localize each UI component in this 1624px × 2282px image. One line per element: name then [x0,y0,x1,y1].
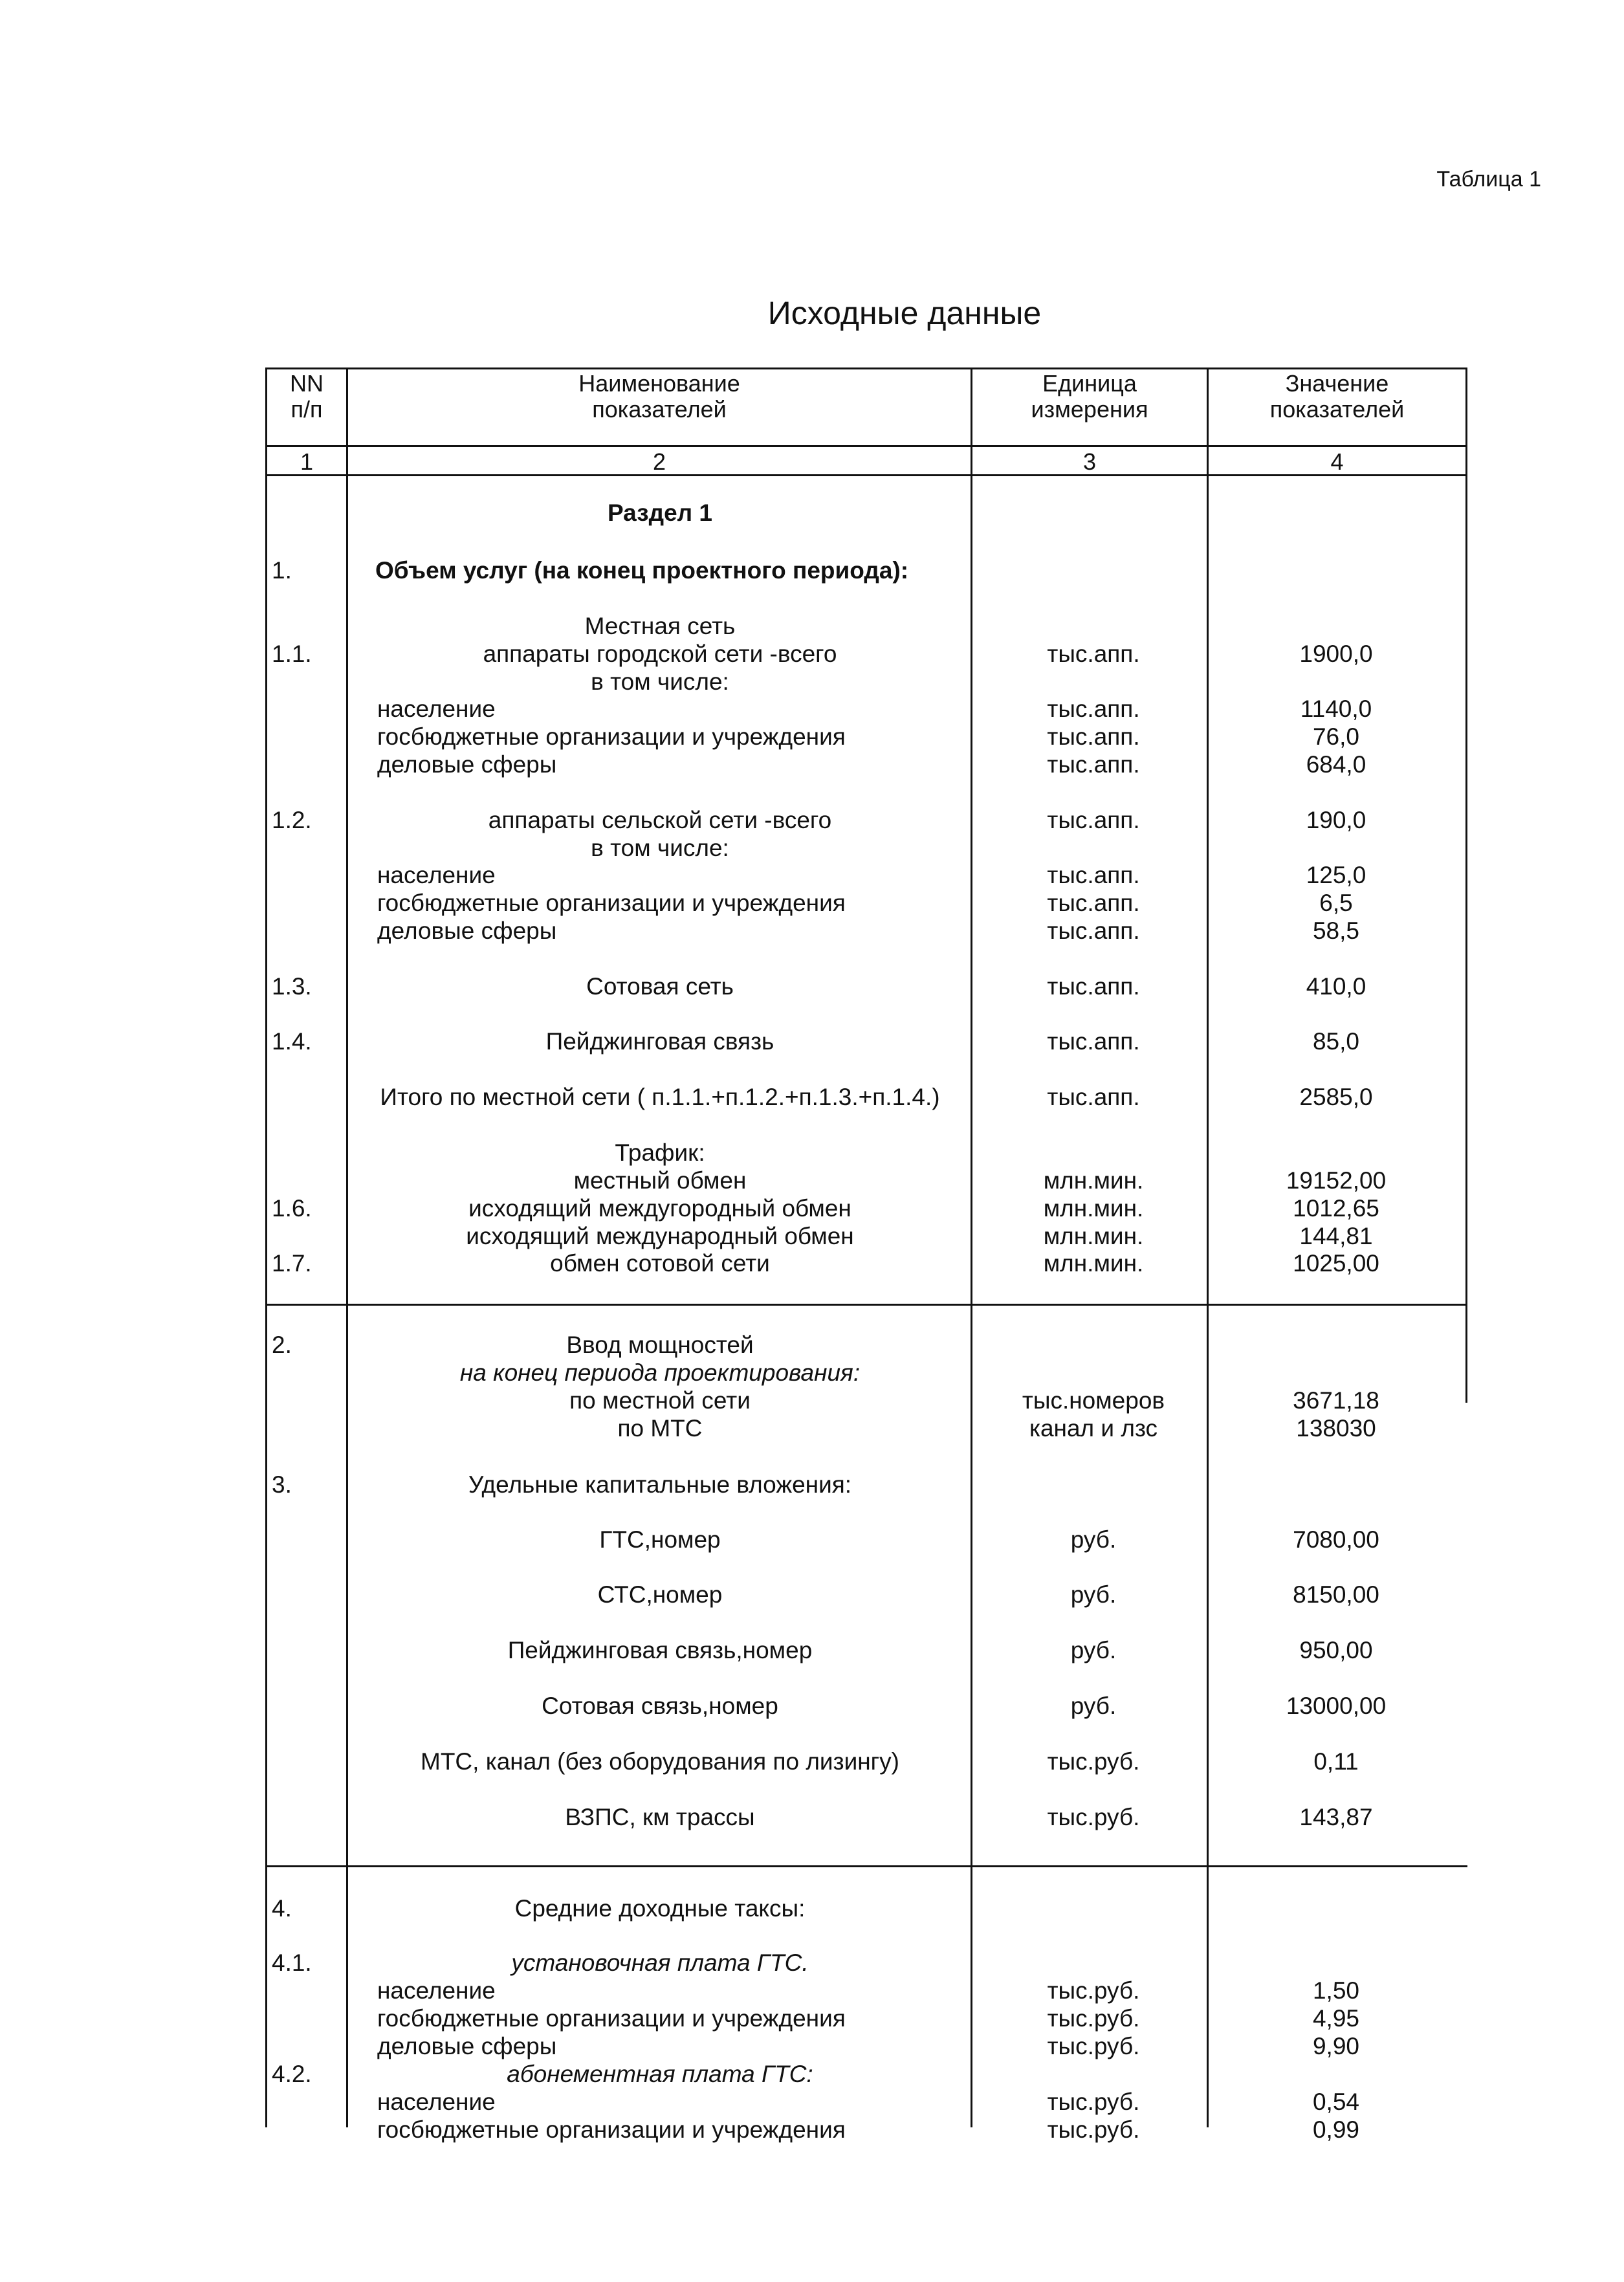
row-value: 190,0 [1306,807,1366,833]
row-unit: тыс.апп. [1047,890,1140,916]
row-unit: млн.мин. [1043,1250,1144,1277]
row-indicator-name: деловые сферы [377,2033,557,2059]
row-unit: тыс.апп. [1047,807,1140,833]
row-unit: тыс.руб. [1047,1804,1140,1830]
row-number: 1. [272,557,292,584]
row-value: 8150,00 [1293,1581,1379,1608]
row-value: 0,99 [1312,2116,1359,2143]
colnum-2: 2 [652,448,666,475]
row-value: 19152,00 [1286,1167,1387,1194]
row-number: 4.1. [272,1949,312,1976]
row-unit: тыс.номеров [1022,1387,1165,1414]
row-unit: руб. [1070,1526,1117,1553]
row-unit: тыс.апп. [1047,973,1140,1000]
row-number: 1.6. [272,1195,312,1222]
row-indicator-name: ВЗПС, км трассы [565,1804,755,1830]
row-indicator-name: население [377,2089,496,2115]
document-title: Исходные данные [767,295,1042,331]
section-divider-1 [265,1304,1467,1306]
row-value: 7080,00 [1293,1526,1379,1553]
header-col3 [972,371,1207,422]
row-indicator-name: население [377,862,496,888]
row-indicator-name: Трафик: [615,1139,705,1166]
row-value: 58,5 [1312,917,1359,944]
row-indicator-name: МТС, канал (без оборудования по лизингу) [421,1748,899,1775]
row-indicator-name: Сотовая сеть [586,973,734,1000]
row-indicator-name: госбюджетные организации и учреждения [377,2116,846,2143]
row-indicator-name: госбюджетные организации и учреждения [377,723,846,750]
header-col2 [348,371,971,422]
row-unit: тыс.руб. [1047,1748,1140,1775]
header-col3-line1: Единица [1042,370,1137,397]
row-indicator-name: Удельные капитальные вложения: [468,1471,852,1498]
row-unit: руб. [1070,1637,1117,1663]
table-border-right [1465,368,1467,1403]
row-unit: тыс.апп. [1047,751,1140,778]
row-unit: тыс.апп. [1047,1084,1140,1110]
row-indicator-name: в том числе: [591,835,729,861]
row-unit: млн.мин. [1043,1195,1144,1222]
row-indicator-name: Ввод мощностей [566,1332,754,1358]
row-indicator-name: аппараты сельской сети -всего [488,807,832,833]
table-divider-1 [346,368,348,2127]
row-value: 9,90 [1312,2033,1359,2059]
header-col4-line1: Значение [1285,370,1389,397]
row-unit: тыс.апп. [1047,696,1140,722]
row-unit: тыс.апп. [1047,723,1140,750]
row-value: 2585,0 [1299,1084,1373,1110]
row-indicator-name: обмен сотовой сети [550,1250,770,1277]
row-number: 1.2. [272,807,312,833]
row-indicator-name: деловые сферы [377,917,557,944]
row-value: 1012,65 [1293,1195,1379,1222]
row-indicator-name: население [377,696,496,722]
row-unit: тыс.апп. [1047,1028,1140,1055]
row-indicator-name: исходящий международный обмен [466,1223,854,1249]
row-indicator-name: аппараты городской сети -всего [483,641,837,667]
row-indicator-name: по МТС [617,1415,703,1442]
row-value: 950,00 [1299,1637,1373,1663]
row-indicator-name: СТС,номер [597,1581,723,1608]
row-number: 4. [272,1895,292,1922]
header-col1-line2: п/п [291,396,323,422]
row-value: 1,50 [1312,1977,1359,2004]
row-indicator-name: установочная плата ГТС. [511,1949,809,1976]
row-indicator-name: Местная сеть [584,613,736,639]
row-unit: тыс.руб. [1047,2089,1140,2115]
row-value: 684,0 [1306,751,1366,778]
row-indicator-name: Средние доходные таксы: [514,1895,806,1922]
row-value: 144,81 [1299,1223,1373,1249]
row-unit: тыс.руб. [1047,2116,1140,2143]
header-bottom-border [265,445,1467,447]
row-number: 3. [272,1471,292,1498]
row-value: 1140,0 [1300,696,1372,722]
row-number: 1.7. [272,1250,312,1277]
row-unit: млн.мин. [1043,1223,1144,1249]
header-col1-line1: NN [290,370,324,397]
colnum-1: 1 [300,448,314,475]
header-col4 [1209,371,1465,422]
row-indicator-name: ГТС,номер [599,1526,721,1553]
row-value: 4,95 [1312,2005,1359,2032]
header-col3-line2: измерения [1031,396,1148,422]
row-number: 2. [272,1332,292,1358]
row-number: 1.4. [272,1028,312,1055]
row-unit: канал и лзс [1029,1415,1158,1442]
section-divider-2 [265,1865,1467,1867]
table-top-border [265,368,1467,369]
row-indicator-name: Раздел 1 [607,499,713,526]
table-divider-2 [971,368,972,2127]
row-value: 85,0 [1312,1028,1359,1055]
row-indicator-name: Объем услуг (на конец проектного периода): [375,557,909,584]
row-unit: тыс.апп. [1047,862,1140,888]
row-unit: тыс.руб. [1047,1977,1140,2004]
row-indicator-name: госбюджетные организации и учреждения [377,890,846,916]
row-value: 1900,0 [1299,641,1373,667]
row-indicator-name: Сотовая связь,номер [542,1693,778,1719]
row-unit: тыс.апп. [1047,641,1140,667]
colnum-3: 3 [1082,448,1097,475]
row-value: 143,87 [1299,1804,1373,1830]
row-indicator-name: Итого по местной сети ( п.1.1.+п.1.2.+п.1.3.+п.1.4.) [380,1084,940,1110]
row-indicator-name: на конец периода проектирования: [459,1359,861,1386]
row-number: 1.1. [272,641,312,667]
row-value: 3671,18 [1293,1387,1379,1414]
row-indicator-name: исходящий междугородный обмен [468,1195,851,1222]
row-value: 0,11 [1313,1748,1359,1775]
row-value: 138030 [1296,1415,1376,1442]
colnum-4: 4 [1330,448,1344,475]
row-unit: млн.мин. [1043,1167,1144,1194]
row-value: 1025,00 [1293,1250,1379,1277]
row-value: 125,0 [1306,862,1366,888]
row-indicator-name: в том числе: [591,668,729,695]
row-value: 6,5 [1319,890,1353,916]
header-col4-line2: показателей [1269,396,1405,422]
row-unit: руб. [1070,1581,1117,1608]
row-indicator-name: Пейджинговая связь,номер [507,1637,813,1663]
row-number: 1.3. [272,973,312,1000]
row-unit: руб. [1070,1693,1117,1719]
header-col1 [267,371,346,422]
row-value: 13000,00 [1286,1693,1387,1719]
row-number: 4.2. [272,2061,312,2087]
row-indicator-name: деловые сферы [377,751,557,778]
row-indicator-name: госбюджетные организации и учреждения [377,2005,846,2032]
row-indicator-name: Пейджинговая связь [545,1028,774,1055]
header-col2-line1: Наименование [578,370,740,397]
row-value: 0,54 [1312,2089,1359,2115]
row-indicator-name: абонементная плата ГТС: [507,2061,813,2087]
table-border-left [265,368,267,2127]
row-indicator-name: население [377,1977,496,2004]
header-col2-line2: показателей [592,396,727,422]
row-unit: тыс.руб. [1047,2005,1140,2032]
row-indicator-name: по местной сети [569,1387,751,1414]
row-value: 410,0 [1306,973,1366,1000]
row-value: 76,0 [1312,723,1359,750]
row-unit: тыс.руб. [1047,2033,1140,2059]
row-unit: тыс.апп. [1047,917,1140,944]
row-indicator-name: местный обмен [573,1167,747,1194]
table-number-label: Таблица 1 [1436,167,1541,192]
